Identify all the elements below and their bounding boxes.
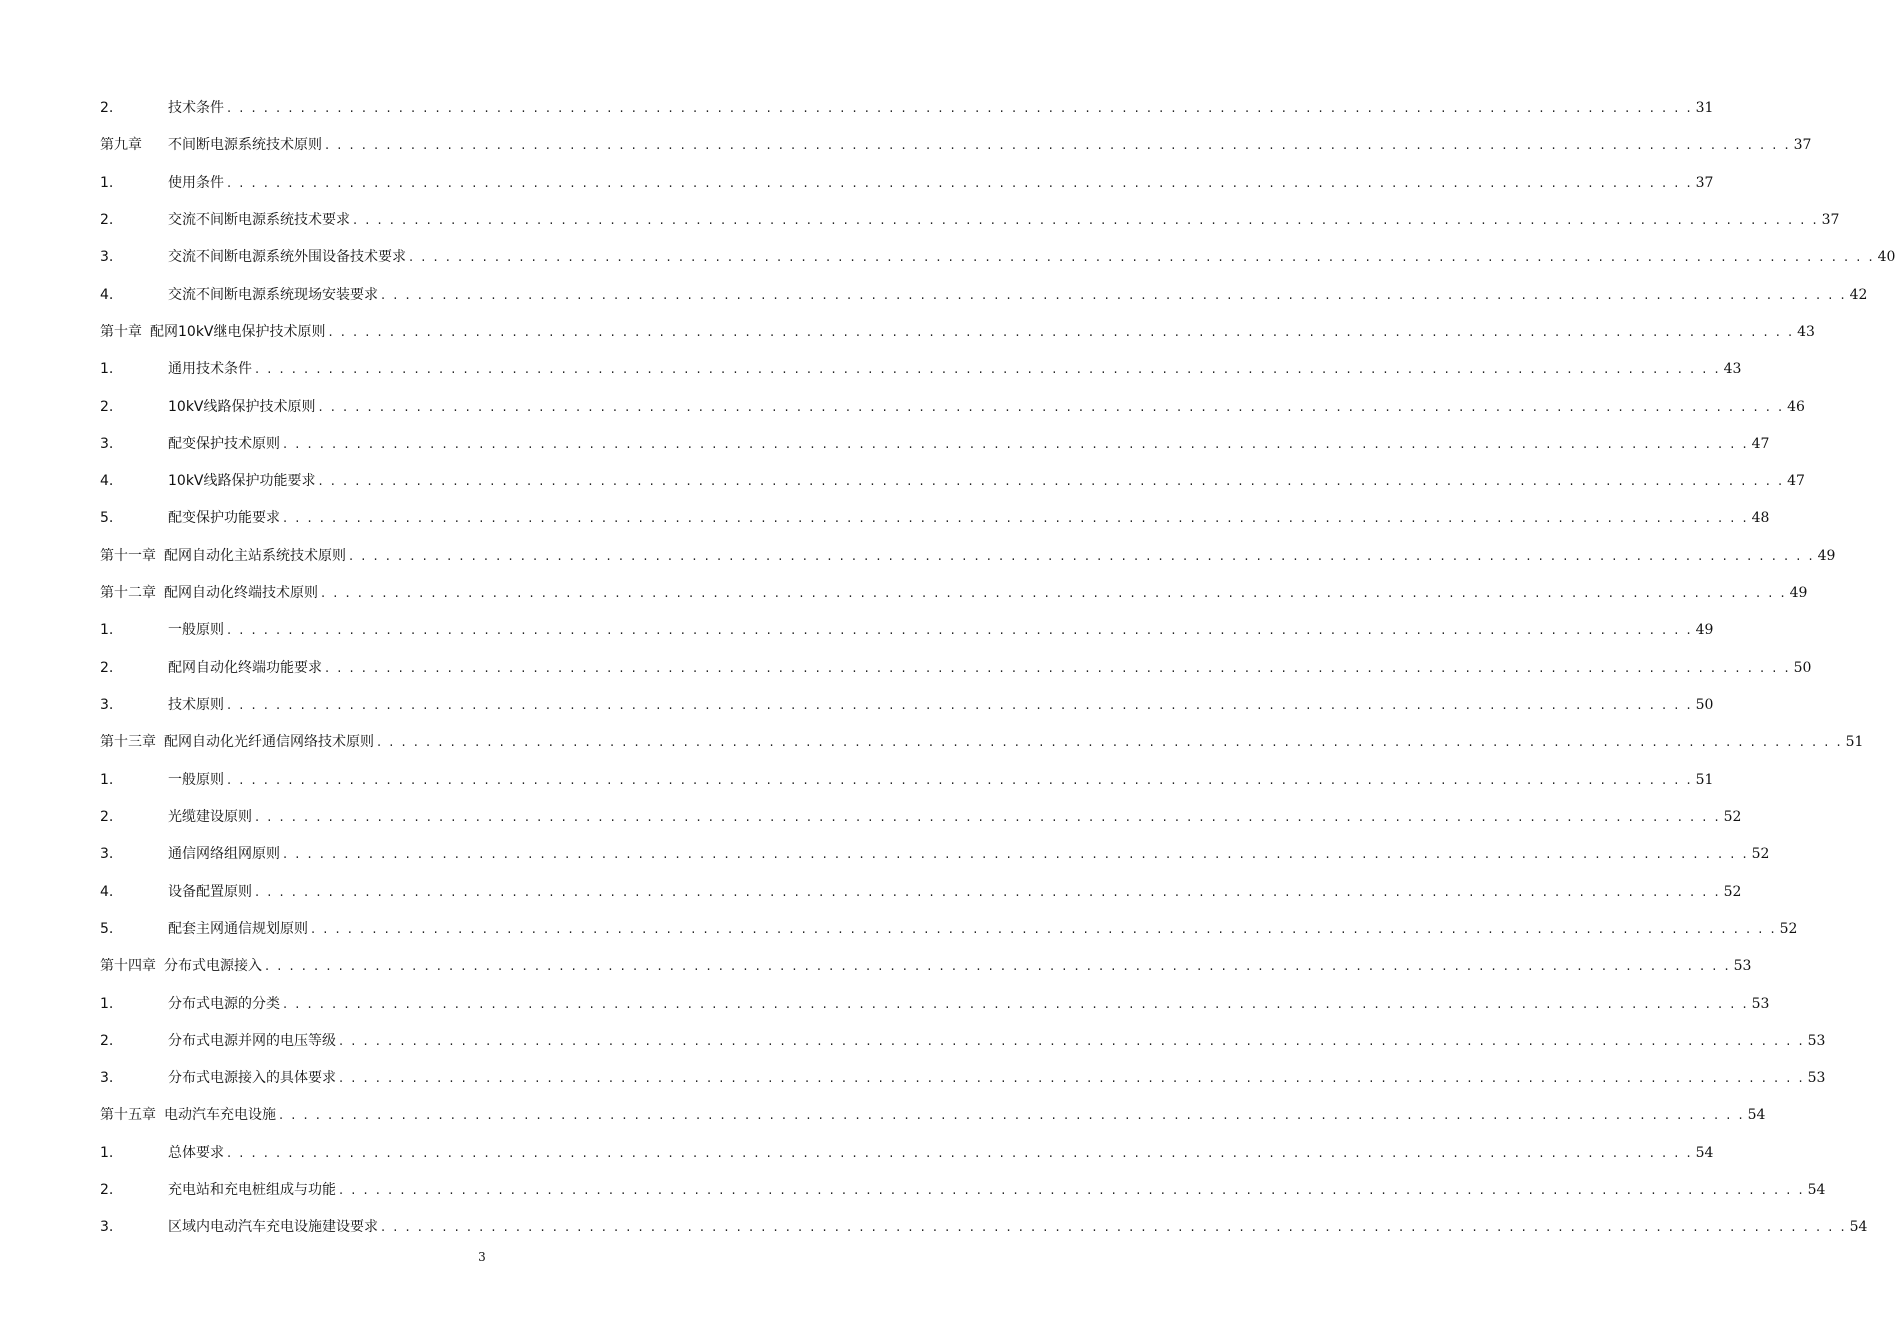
toc-entry-title: 分布式电源接入 — [164, 958, 262, 975]
toc-section-entry[interactable] — [100, 1172, 1826, 1209]
toc-entry-page: 42 — [1849, 286, 1868, 303]
toc-entry-title: 分布式电源的分类 — [168, 995, 280, 1012]
toc-entry-title: 充电站和充电桩组成与功能 — [168, 1182, 336, 1199]
table-of-contents — [100, 90, 1895, 1247]
toc-entry-number: 2. — [100, 1182, 114, 1199]
toc-entry-title: 一般原则 — [168, 622, 224, 639]
toc-entry-number: 5. — [100, 920, 114, 937]
toc-section-entry[interactable] — [100, 874, 1742, 911]
toc-entry-page: 49 — [1789, 585, 1808, 602]
toc-entry-number: 第十章 — [100, 323, 142, 340]
toc-section-entry[interactable] — [100, 911, 1798, 948]
toc-section-entry[interactable] — [100, 90, 1714, 127]
toc-entry-title: 配网自动化终端功能要求 — [168, 659, 322, 676]
toc-section-entry[interactable] — [100, 650, 1812, 687]
toc-entry-title: 设备配置原则 — [168, 883, 252, 900]
toc-entry-page: 52 — [1751, 846, 1770, 863]
toc-entry-page: 50 — [1793, 659, 1812, 676]
toc-entry-number: 第十二章 — [100, 585, 156, 602]
toc-entry-title: 配变保护功能要求 — [168, 510, 280, 527]
dot-leader: . . . . . . . . . . . . . . . . . . . . . . . . . . . . . . . . . . . . . . . . . . . . . . . . . . . . . . . . . . . . . . . . . . . . . . . . . . . . . . . . . . . . . . . . . . . . . . . . . . . . . . . . . . . . . . . . . . . . . . . . — [321, 586, 1787, 602]
dot-leader: . . . . . . . . . . . . . . . . . . . . . . . . . . . . . . . . . . . . . . . . . . . . . . . . . . . . . . . . . . . . . . . . . . . . . . . . . . . . . . . . . . . . . . . . . . . . . . . . . . . . . . . . . . . . . . . . . . . . . . . . — [339, 1071, 1805, 1087]
toc-entry-page: 53 — [1751, 995, 1770, 1012]
dot-leader: . . . . . . . . . . . . . . . . . . . . . . . . . . . . . . . . . . . . . . . . . . . . . . . . . . . . . . . . . . . . . . . . . . . . . . . . . . . . . . . . . . . . . . . . . . . . . . . . . . . . . . . . . . . . . . . . . . . . . . . . — [265, 959, 1731, 975]
toc-entry-title: 技术原则 — [168, 697, 224, 713]
page-number: 3 — [478, 1250, 486, 1264]
toc-entry-page: 52 — [1723, 808, 1742, 825]
dot-leader: . . . . . . . . . . . . . . . . . . . . . . . . . . . . . . . . . . . . . . . . . . . . . . . . . . . . . . . . . . . . . . . . . . . . . . . . . . . . . . . . . . . . . . . . . . . . . . . . . . . . . . . . . . . . . . . . . . . . . . . . — [227, 1145, 1693, 1161]
toc-entry-number: 第十五章 — [100, 1107, 156, 1124]
toc-section-entry[interactable] — [100, 799, 1742, 836]
toc-entry-page: 54 — [1807, 1182, 1826, 1199]
toc-entry-title: 交流不间断电源系统现场安装要求 — [168, 286, 378, 303]
toc-entry-number: 2. — [100, 211, 114, 228]
toc-entry-page: 31 — [1695, 100, 1714, 116]
dot-leader: . . . . . . . . . . . . . . . . . . . . . . . . . . . . . . . . . . . . . . . . . . . . . . . . . . . . . . . . . . . . . . . . . . . . . . . . . . . . . . . . . . . . . . . . . . . . . . . . . . . . . . . . . . . . . . . . . . . . . . . . — [381, 1220, 1847, 1236]
toc-entry-page: 48 — [1751, 510, 1770, 527]
toc-entry-title: 一般原则 — [168, 771, 224, 788]
dot-leader: . . . . . . . . . . . . . . . . . . . . . . . . . . . . . . . . . . . . . . . . . . . . . . . . . . . . . . . . . . . . . . . . . . . . . . . . . . . . . . . . . . . . . . . . . . . . . . . . . . . . . . . . . . . . . . . . . . . . . . . . — [349, 548, 1815, 564]
toc-section-entry[interactable] — [100, 1209, 1868, 1246]
toc-section-entry[interactable] — [100, 389, 1805, 426]
toc-section-entry[interactable] — [100, 612, 1714, 649]
toc-entry-title: 使用条件 — [168, 174, 224, 191]
toc-entry-page: 37 — [1695, 174, 1714, 191]
toc-entry-page: 52 — [1723, 883, 1742, 900]
toc-section-entry[interactable] — [100, 836, 1770, 873]
dot-leader: . . . . . . . . . . . . . . . . . . . . . . . . . . . . . . . . . . . . . . . . . . . . . . . . . . . . . . . . . . . . . . . . . . . . . . . . . . . . . . . . . . . . . . . . . . . . . . . . . . . . . . . . . . . . . . . . . . . . . . . . — [255, 809, 1721, 825]
dot-leader: . . . . . . . . . . . . . . . . . . . . . . . . . . . . . . . . . . . . . . . . . . . . . . . . . . . . . . . . . . . . . . . . . . . . . . . . . . . . . . . . . . . . . . . . . . . . . . . . . . . . . . . . . . . . . . . . . . . . . . . . — [283, 847, 1749, 863]
toc-entry-title: 配套主网通信规划原则 — [168, 920, 308, 937]
toc-chapter-entry[interactable] — [100, 314, 1815, 351]
toc-entry-page: 53 — [1807, 1032, 1826, 1049]
toc-entry-page: 53 — [1807, 1070, 1826, 1087]
toc-entry-number: 3. — [100, 846, 114, 863]
toc-section-entry[interactable] — [100, 165, 1714, 202]
toc-entry-page: 51 — [1695, 771, 1714, 788]
toc-entry-number: 2. — [100, 1032, 114, 1049]
toc-entry-title: 通信网络组网原则 — [168, 846, 280, 863]
dot-leader: . . . . . . . . . . . . . . . . . . . . . . . . . . . . . . . . . . . . . . . . . . . . . . . . . . . . . . . . . . . . . . . . . . . . . . . . . . . . . . . . . . . . . . . . . . . . . . . . . . . . . . . . . . . . . . . . . . . . . . . . — [339, 1033, 1805, 1049]
toc-entry-title: 交流不间断电源系统技术要求 — [168, 211, 350, 228]
dot-leader: . . . . . . . . . . . . . . . . . . . . . . . . . . . . . . . . . . . . . . . . . . . . . . . . . . . . . . . . . . . . . . . . . . . . . . . . . . . . . . . . . . . . . . . . . . . . . . . . . . . . . . . . . . . . . . . . . . . . . . . . — [353, 212, 1819, 228]
toc-entry-number: 4. — [100, 286, 114, 303]
dot-leader: . . . . . . . . . . . . . . . . . . . . . . . . . . . . . . . . . . . . . . . . . . . . . . . . . . . . . . . . . . . . . . . . . . . . . . . . . . . . . . . . . . . . . . . . . . . . . . . . . . . . . . . . . . . . . . . . . . . . . . . . — [283, 996, 1749, 1012]
toc-entry-title: 分布式电源并网的电压等级 — [168, 1032, 336, 1049]
toc-entry-number: 3. — [100, 435, 114, 452]
toc-section-entry[interactable] — [100, 762, 1714, 799]
toc-entry-page: 47 — [1751, 435, 1770, 452]
toc-entry-page: 54 — [1849, 1219, 1868, 1236]
toc-entry-page: 54 — [1747, 1107, 1766, 1124]
toc-chapter-entry[interactable] — [100, 1097, 1766, 1134]
toc-entry-page: 50 — [1695, 697, 1714, 713]
toc-chapter-entry[interactable] — [100, 948, 1752, 985]
toc-entry-page: 54 — [1695, 1144, 1714, 1161]
dot-leader: . . . . . . . . . . . . . . . . . . . . . . . . . . . . . . . . . . . . . . . . . . . . . . . . . . . . . . . . . . . . . . . . . . . . . . . . . . . . . . . . . . . . . . . . . . . . . . . . . . . . . . . . . . . . . . . . . . . . . . . . — [318, 474, 1785, 490]
dot-leader: . . . . . . . . . . . . . . . . . . . . . . . . . . . . . . . . . . . . . . . . . . . . . . . . . . . . . . . . . . . . . . . . . . . . . . . . . . . . . . . . . . . . . . . . . . . . . . . . . . . . . . . . . . . . . . . . . . . . . . . . — [325, 138, 1791, 154]
toc-entry-number: 1. — [100, 361, 114, 378]
toc-entry-title: 配网自动化光纤通信网络技术原则 — [164, 734, 374, 751]
toc-section-entry[interactable] — [100, 239, 1895, 276]
toc-entry-title: 10kV线路保护技术原则 — [168, 398, 316, 415]
toc-entry-number: 第十四章 — [100, 958, 156, 975]
dot-leader: . . . . . . . . . . . . . . . . . . . . . . . . . . . . . . . . . . . . . . . . . . . . . . . . . . . . . . . . . . . . . . . . . . . . . . . . . . . . . . . . . . . . . . . . . . . . . . . . . . . . . . . . . . . . . . . . . . . . . . . . — [381, 287, 1847, 303]
toc-section-entry[interactable] — [100, 351, 1742, 388]
dot-leader: . . . . . . . . . . . . . . . . . . . . . . . . . . . . . . . . . . . . . . . . . . . . . . . . . . . . . . . . . . . . . . . . . . . . . . . . . . . . . . . . . . . . . . . . . . . . . . . . . . . . . . . . . . . . . . . . . . . . . . . . — [279, 1108, 1745, 1124]
toc-entry-number: 3. — [100, 1070, 114, 1087]
dot-leader: . . . . . . . . . . . . . . . . . . . . . . . . . . . . . . . . . . . . . . . . . . . . . . . . . . . . . . . . . . . . . . . . . . . . . . . . . . . . . . . . . . . . . . . . . . . . . . . . . . . . . . . . . . . . . . . . . . . . . . . . — [227, 175, 1693, 191]
toc-section-entry[interactable] — [100, 1060, 1826, 1097]
toc-entry-number: 3. — [100, 697, 114, 713]
dot-leader: . . . . . . . . . . . . . . . . . . . . . . . . . . . . . . . . . . . . . . . . . . . . . . . . . . . . . . . . . . . . . . . . . . . . . . . . . . . . . . . . . . . . . . . . . . . . . . . . . . . . . . . . . . . . . . . . . . . . . . . . — [227, 623, 1693, 639]
toc-entry-page: 53 — [1733, 958, 1752, 975]
toc-entry-page: 40 — [1877, 249, 1895, 266]
toc-section-entry[interactable] — [100, 426, 1770, 463]
dot-leader: . . . . . . . . . . . . . . . . . . . . . . . . . . . . . . . . . . . . . . . . . . . . . . . . . . . . . . . . . . . . . . . . . . . . . . . . . . . . . . . . . . . . . . . . . . . . . . . . . . . . . . . . . . . . . . . . . . . . . . . . — [339, 1183, 1805, 1199]
toc-entry-number: 2. — [100, 659, 114, 676]
dot-leader: . . . . . . . . . . . . . . . . . . . . . . . . . . . . . . . . . . . . . . . . . . . . . . . . . . . . . . . . . . . . . . . . . . . . . . . . . . . . . . . . . . . . . . . . . . . . . . . . . . . . . . . . . . . . . . . . . . . . . . . . — [227, 772, 1693, 788]
toc-entry-number: 1. — [100, 771, 114, 788]
toc-entry-title: 配网自动化主站系统技术原则 — [164, 547, 346, 564]
toc-entry-number: 3. — [100, 1219, 114, 1236]
dot-leader: . . . . . . . . . . . . . . . . . . . . . . . . . . . . . . . . . . . . . . . . . . . . . . . . . . . . . . . . . . . . . . . . . . . . . . . . . . . . . . . . . . . . . . . . . . . . . . . . . . . . . . . . . . . . . . . . . . . . . . . . — [283, 511, 1749, 527]
dot-leader: . . . . . . . . . . . . . . . . . . . . . . . . . . . . . . . . . . . . . . . . . . . . . . . . . . . . . . . . . . . . . . . . . . . . . . . . . . . . . . . . . . . . . . . . . . . . . . . . . . . . . . . . . . . . . . . . . . . . . . . . — [227, 101, 1693, 116]
toc-section-entry[interactable] — [100, 1135, 1714, 1172]
toc-section-entry[interactable] — [100, 986, 1770, 1023]
toc-entry-number: 1. — [100, 1144, 114, 1161]
toc-section-entry[interactable] — [100, 500, 1770, 537]
toc-entry-number: 5. — [100, 510, 114, 527]
dot-leader: . . . . . . . . . . . . . . . . . . . . . . . . . . . . . . . . . . . . . . . . . . . . . . . . . . . . . . . . . . . . . . . . . . . . . . . . . . . . . . . . . . . . . . . . . . . . . . . . . . . . . . . . . . . . . . . . . . . . . . . . — [283, 436, 1749, 452]
toc-section-entry[interactable] — [100, 1023, 1826, 1060]
toc-entry-page: 43 — [1723, 361, 1742, 378]
dot-leader: . . . . . . . . . . . . . . . . . . . . . . . . . . . . . . . . . . . . . . . . . . . . . . . . . . . . . . . . . . . . . . . . . . . . . . . . . . . . . . . . . . . . . . . . . . . . . . . . . . . . . . . . . . . . . . . . . . . . . . . . — [311, 921, 1777, 937]
toc-entry-number: 2. — [100, 808, 114, 825]
toc-entry-title: 总体要求 — [168, 1144, 224, 1161]
toc-entry-title: 不间断电源系统技术原则 — [168, 137, 322, 154]
toc-chapter-entry[interactable] — [100, 538, 1836, 575]
dot-leader: . . . . . . . . . . . . . . . . . . . . . . . . . . . . . . . . . . . . . . . . . . . . . . . . . . . . . . . . . . . . . . . . . . . . . . . . . . . . . . . . . . . . . . . . . . . . . . . . . . . . . . . . . . . . . . . . . . . . . . . . — [328, 324, 1795, 340]
toc-entry-number: 1. — [100, 174, 114, 191]
toc-entry-title: 配变保护技术原则 — [168, 435, 280, 452]
toc-entry-page: 49 — [1817, 547, 1836, 564]
dot-leader: . . . . . . . . . . . . . . . . . . . . . . . . . . . . . . . . . . . . . . . . . . . . . . . . . . . . . . . . . . . . . . . . . . . . . . . . . . . . . . . . . . . . . . . . . . . . . . . . . . . . . . . . . . . . . . . . . . . . . . . . — [255, 362, 1721, 378]
toc-entry-title: 技术条件 — [168, 100, 224, 116]
toc-entry-number: 3. — [100, 249, 114, 266]
toc-entry-title: 分布式电源接入的具体要求 — [168, 1070, 336, 1087]
toc-entry-page: 37 — [1821, 211, 1840, 228]
toc-entry-page: 47 — [1787, 473, 1805, 490]
toc-entry-page: 49 — [1695, 622, 1714, 639]
dot-leader: . . . . . . . . . . . . . . . . . . . . . . . . . . . . . . . . . . . . . . . . . . . . . . . . . . . . . . . . . . . . . . . . . . . . . . . . . . . . . . . . . . . . . . . . . . . . . . . . . . . . . . . . . . . . . . . . . . . . . . . . — [318, 399, 1785, 415]
dot-leader: . . . . . . . . . . . . . . . . . . . . . . . . . . . . . . . . . . . . . . . . . . . . . . . . . . . . . . . . . . . . . . . . . . . . . . . . . . . . . . . . . . . . . . . . . . . . . . . . . . . . . . . . . . . . . . . . . . . . . . . . — [325, 660, 1791, 676]
toc-entry-number: 第九章 — [100, 137, 142, 154]
toc-entry-page: 37 — [1793, 137, 1812, 154]
toc-entry-title: 区域内电动汽车充电设施建设要求 — [168, 1219, 378, 1236]
toc-section-entry[interactable] — [100, 202, 1840, 239]
toc-entry-title: 光缆建设原则 — [168, 808, 252, 825]
toc-chapter-entry[interactable] — [100, 575, 1808, 612]
toc-section-entry[interactable] — [100, 277, 1868, 314]
toc-entry-number: 2. — [100, 398, 114, 415]
toc-section-entry[interactable] — [100, 687, 1714, 724]
toc-section-entry[interactable] — [100, 463, 1805, 500]
toc-entry-page: 51 — [1845, 734, 1864, 751]
toc-entry-page: 52 — [1779, 920, 1798, 937]
toc-entry-number: 2. — [100, 100, 114, 116]
toc-entry-number: 1. — [100, 622, 114, 639]
toc-entry-title: 通用技术条件 — [168, 361, 252, 378]
toc-entry-title: 配网自动化终端技术原则 — [164, 585, 318, 602]
toc-entry-title: 10kV线路保护功能要求 — [168, 473, 316, 490]
toc-entry-number: 4. — [100, 473, 114, 490]
toc-entry-number: 第十三章 — [100, 734, 156, 751]
dot-leader: . . . . . . . . . . . . . . . . . . . . . . . . . . . . . . . . . . . . . . . . . . . . . . . . . . . . . . . . . . . . . . . . . . . . . . . . . . . . . . . . . . . . . . . . . . . . . . . . . . . . . . . . . . . . . . . . . . . . . . . . — [255, 884, 1721, 900]
toc-entry-title: 电动汽车充电设施 — [164, 1107, 276, 1124]
toc-entry-page: 46 — [1787, 398, 1805, 415]
toc-entry-number: 4. — [100, 883, 114, 900]
dot-leader: . . . . . . . . . . . . . . . . . . . . . . . . . . . . . . . . . . . . . . . . . . . . . . . . . . . . . . . . . . . . . . . . . . . . . . . . . . . . . . . . . . . . . . . . . . . . . . . . . . . . . . . . . . . . . . . . . . . . . . . . — [409, 250, 1875, 266]
toc-entry-page: 43 — [1797, 323, 1815, 340]
dot-leader: . . . . . . . . . . . . . . . . . . . . . . . . . . . . . . . . . . . . . . . . . . . . . . . . . . . . . . . . . . . . . . . . . . . . . . . . . . . . . . . . . . . . . . . . . . . . . . . . . . . . . . . . . . . . . . . . . . . . . . . . — [227, 698, 1693, 713]
toc-entry-title: 交流不间断电源系统外围设备技术要求 — [168, 249, 406, 266]
toc-entry-number: 1. — [100, 995, 114, 1012]
toc-chapter-entry[interactable] — [100, 127, 1812, 164]
dot-leader: . . . . . . . . . . . . . . . . . . . . . . . . . . . . . . . . . . . . . . . . . . . . . . . . . . . . . . . . . . . . . . . . . . . . . . . . . . . . . . . . . . . . . . . . . . . . . . . . . . . . . . . . . . . . . . . . . . . . . . . . — [377, 735, 1843, 751]
toc-chapter-entry[interactable] — [100, 724, 1864, 761]
toc-entry-title: 配网10kV继电保护技术原则 — [150, 323, 326, 340]
toc-entry-number: 第十一章 — [100, 547, 156, 564]
